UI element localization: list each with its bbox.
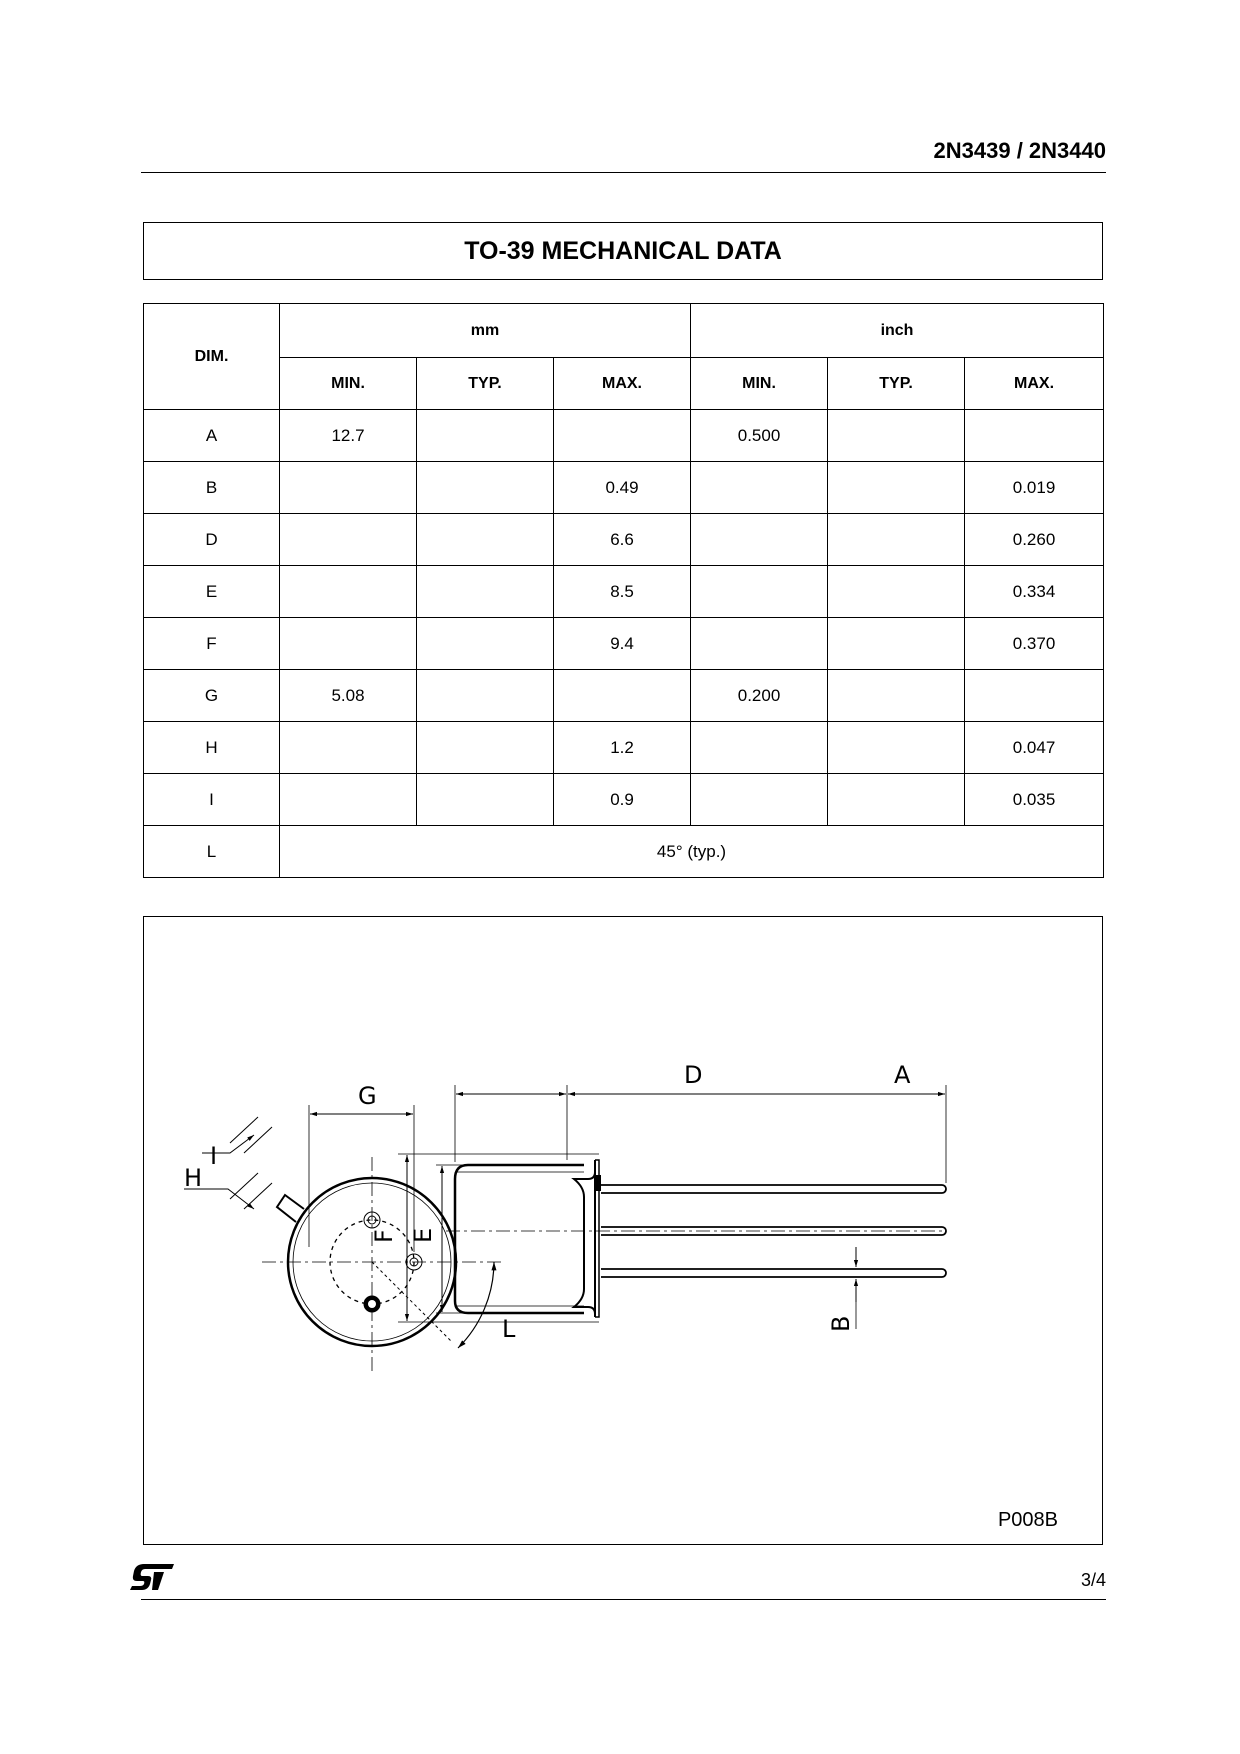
table-cell-mm-typ <box>417 566 554 618</box>
mm-header: mm <box>280 304 691 358</box>
table-cell-dim: H <box>144 722 280 774</box>
table-cell-in-min <box>691 514 828 566</box>
document-title: 2N3439 / 2N3440 <box>933 138 1106 163</box>
table-header-row <box>144 304 1104 358</box>
table-cell-mm-typ <box>417 462 554 514</box>
angle-arc <box>458 1262 494 1348</box>
table-cell-dim: G <box>144 670 280 722</box>
h-leader <box>184 1189 254 1209</box>
inch-max-header: MAX. <box>965 358 1104 410</box>
label-a: A <box>894 1061 911 1089</box>
dim-header: DIM. <box>144 304 280 410</box>
table-cell-angle: 45° (typ.) <box>280 826 1104 878</box>
label-d: D <box>684 1061 703 1089</box>
table-cell-in-min <box>691 774 828 826</box>
table-cell-mm-max <box>554 670 691 722</box>
inch-header: inch <box>691 304 1104 358</box>
mm-min-header: MIN. <box>280 358 417 410</box>
flange-outline <box>574 1160 595 1317</box>
table-row-A <box>144 410 1104 462</box>
label-e: E <box>409 1227 437 1243</box>
mm-max-header: MAX. <box>554 358 691 410</box>
table-cell-mm-min: 12.7 <box>280 410 417 462</box>
table-cell-in-max: 0.334 <box>965 566 1104 618</box>
table-cell-in-min <box>691 722 828 774</box>
table-cell-in-min <box>691 566 828 618</box>
table-cell-in-typ <box>828 670 965 722</box>
table-cell-in-max: 0.047 <box>965 722 1104 774</box>
st-logo <box>128 1562 174 1597</box>
table-cell-in-typ <box>828 462 965 514</box>
table-cell-mm-min <box>280 514 417 566</box>
table-row-D <box>144 514 1104 566</box>
lead-3 <box>601 1269 946 1277</box>
label-i: I <box>210 1142 218 1170</box>
table-cell-dim: L <box>144 826 280 878</box>
table-cell-mm-max: 9.4 <box>554 618 691 670</box>
table-cell-in-typ <box>828 566 965 618</box>
inch-typ-header: TYP. <box>828 358 965 410</box>
flange-tab <box>595 1175 601 1191</box>
drawing-code: P008B <box>997 1509 1058 1531</box>
table-cell-dim: A <box>144 410 280 462</box>
table-row-I <box>144 774 1104 826</box>
table-cell-in-max <box>965 410 1104 462</box>
table-cell-mm-min: 5.08 <box>280 670 417 722</box>
table-row-G <box>144 670 1104 722</box>
dimensions-table <box>143 303 1104 878</box>
table-cell-in-min: 0.500 <box>691 410 828 462</box>
table-row-L <box>144 826 1104 878</box>
table-cell-mm-max <box>554 410 691 462</box>
table-cell-dim: I <box>144 774 280 826</box>
can-body <box>455 1165 584 1313</box>
table-body <box>144 410 1104 878</box>
label-l: L <box>502 1315 516 1343</box>
table-cell-mm-min <box>280 566 417 618</box>
table-cell-mm-min <box>280 618 417 670</box>
table-cell-mm-typ <box>417 514 554 566</box>
table-cell-mm-typ <box>417 410 554 462</box>
footer-divider <box>141 1599 1106 1600</box>
label-b: B <box>827 1315 855 1332</box>
label-g: G <box>358 1082 377 1110</box>
section-title: TO-39 MECHANICAL DATA <box>143 222 1103 280</box>
table-cell-in-typ <box>828 618 965 670</box>
table-cell-in-min <box>691 618 828 670</box>
table-cell-mm-typ <box>417 618 554 670</box>
mechanical-drawing <box>143 916 1103 1545</box>
table-cell-mm-max: 0.49 <box>554 462 691 514</box>
inch-min-header: MIN. <box>691 358 828 410</box>
to39-outline-drawing <box>144 917 1101 1543</box>
table-cell-mm-max: 1.2 <box>554 722 691 774</box>
table-cell-in-max: 0.260 <box>965 514 1104 566</box>
table-cell-dim: E <box>144 566 280 618</box>
table-row-F <box>144 618 1104 670</box>
table-cell-in-typ <box>828 722 965 774</box>
table-cell-mm-max: 8.5 <box>554 566 691 618</box>
table-cell-in-min: 0.200 <box>691 670 828 722</box>
st-logo-mark <box>128 1562 174 1592</box>
table-subheader-row <box>144 358 1104 410</box>
table-cell-mm-min <box>280 774 417 826</box>
table-cell-in-max <box>965 670 1104 722</box>
mm-typ-header: TYP. <box>417 358 554 410</box>
table-cell-in-max: 0.035 <box>965 774 1104 826</box>
table-cell-mm-typ <box>417 774 554 826</box>
table-cell-dim: B <box>144 462 280 514</box>
lead-1 <box>601 1185 946 1193</box>
table-row-E <box>144 566 1104 618</box>
table-cell-in-max: 0.019 <box>965 462 1104 514</box>
table-cell-in-typ <box>828 514 965 566</box>
table-cell-dim: F <box>144 618 280 670</box>
table-cell-dim: D <box>144 514 280 566</box>
table-cell-in-min <box>691 462 828 514</box>
table-cell-mm-min <box>280 722 417 774</box>
table-cell-mm-min <box>280 462 417 514</box>
table-cell-in-typ <box>828 774 965 826</box>
side-view <box>398 1085 946 1329</box>
page-number: 3/4 <box>1080 1570 1106 1590</box>
table-cell-mm-max: 0.9 <box>554 774 691 826</box>
table-cell-in-typ <box>828 410 965 462</box>
table-cell-mm-typ <box>417 670 554 722</box>
table-row-H <box>144 722 1104 774</box>
header-divider <box>141 172 1106 173</box>
table-cell-in-max: 0.370 <box>965 618 1104 670</box>
label-h: H <box>184 1164 203 1192</box>
table-cell-mm-typ <box>417 722 554 774</box>
table-row-B <box>144 462 1104 514</box>
table-cell-mm-max: 6.6 <box>554 514 691 566</box>
label-f: F <box>370 1229 398 1243</box>
